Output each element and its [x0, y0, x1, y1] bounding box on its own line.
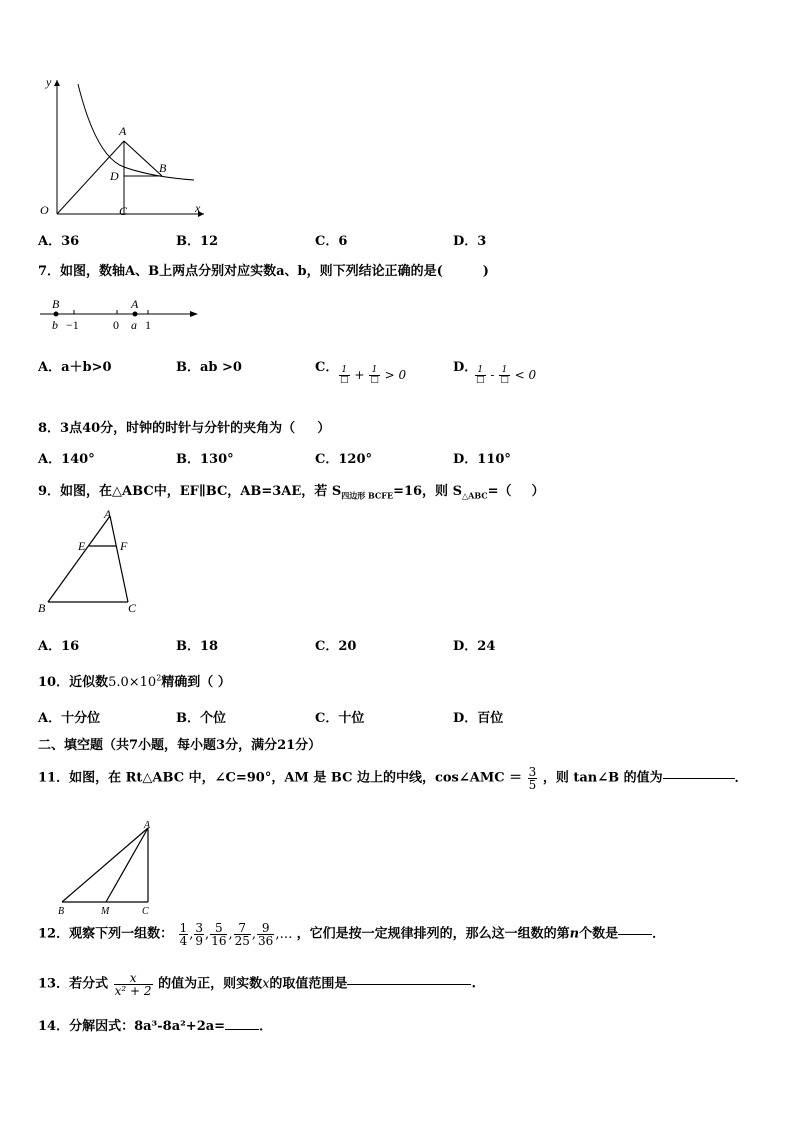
nl-point-b: B	[52, 297, 60, 311]
axis-y-label: y	[46, 75, 52, 89]
q9-option-b[interactable]: B．18	[176, 639, 219, 654]
q9-label-a: A	[104, 507, 112, 521]
q10-option-c[interactable]: C．十位	[315, 711, 365, 726]
q12-answer-blank[interactable]	[618, 934, 652, 935]
nl-label-b: b	[52, 318, 58, 332]
q7-option-b[interactable]: B．ab >0	[176, 360, 242, 375]
q13-stem: 13．若分式 $\frac{x}{\text{x² + 2}}$ 的值为正，则实数x的取值范围是 .	[38, 971, 476, 998]
q7-option-a[interactable]: A．a＋b>0	[38, 360, 112, 375]
q7-option-c-math: $\frac{1}{□}$ + $\frac{1}{□}$ > 0	[340, 365, 407, 385]
section-2-title: 二、填空题（共7小题，每小题3分，满分21分）	[38, 738, 322, 753]
q9-option-c[interactable]: C．20	[315, 639, 357, 654]
nl-label-one: 1	[145, 318, 151, 332]
q6-option-d[interactable]: D．3	[453, 234, 487, 249]
q7-number-line	[36, 296, 206, 332]
nl-label-neg1: −1	[66, 318, 79, 332]
q6-figure	[36, 72, 208, 222]
point-c-label: C	[119, 204, 128, 218]
q9-label-c: C	[128, 601, 137, 615]
nl-point-a: A	[131, 297, 139, 311]
q9-label-b: B	[38, 601, 46, 615]
q7-option-d-math: $\frac{1}{□}$ - $\frac{1}{□}$ < 0	[476, 365, 537, 385]
q12-stem: 12．观察下列一组数： $\frac{1}{4}$ , $\frac{3}{9}$ , $\frac{5}{16}$ , $\frac{7}{25}$ , $\frac{9}{36}$ ,… ，它们是按一定规律排列的，那么这一组数的第n个数是 ．	[38, 921, 666, 948]
point-a-label: A	[119, 124, 127, 138]
q10-stem: 10．近似数$5.0\times 10^2$精确到（ ）	[38, 673, 231, 690]
q10-option-d[interactable]: D．百位	[453, 711, 504, 726]
q7-option-d[interactable]: D．	[453, 360, 478, 375]
nl-label-a: a	[131, 318, 137, 332]
q8-option-b[interactable]: B．130°	[176, 452, 234, 467]
origin-label: O	[40, 203, 49, 217]
q10-option-b[interactable]: B．个位	[176, 711, 227, 726]
q11-stem: 11．如图，在 Rt△ABC 中，∠C=90°，AM 是 BC 边上的中线，cos∠AMC ＝ $\frac{3}{5}$ ，则 tan∠B 的值为 ．	[38, 765, 748, 792]
q6-option-c[interactable]: C．6	[315, 234, 348, 249]
q9-figure	[36, 506, 146, 618]
q8-option-a[interactable]: A．140°	[38, 452, 95, 467]
q10-option-a[interactable]: A．十分位	[38, 711, 101, 726]
nl-label-zero: 0	[113, 318, 119, 332]
q7-option-c[interactable]: C．	[315, 360, 339, 375]
q11-answer-blank[interactable]	[663, 778, 735, 779]
q11-label-a: A	[144, 820, 151, 831]
q6-option-b[interactable]: B．12	[176, 234, 219, 249]
point-d-label: D	[110, 169, 119, 183]
q9-label-e: E	[78, 539, 86, 553]
q9-stem: 9．如图，在△ABC中，EF∥BC，AB=3AE，若 $S_{四边形 BCFE}=16$，则 $S_{\triangle ABC}=$（ ）	[38, 484, 545, 501]
q9-option-d[interactable]: D．24	[453, 639, 496, 654]
q8-option-c[interactable]: C．120°	[315, 452, 372, 467]
q14-stem: 14．分解因式：8a³-8a²+2a= ．	[38, 1019, 273, 1034]
q11-label-m: M	[101, 906, 110, 917]
q9-label-f: F	[120, 539, 128, 553]
point-b-label: B	[159, 161, 167, 175]
q9-option-a[interactable]: A．16	[38, 639, 80, 654]
q12-sequence: $\frac{1}{4}$ , $\frac{3}{9}$ , $\frac{5}{16}$ , $\frac{7}{25}$ , $\frac{9}{36}$ ,…	[179, 921, 293, 948]
q6-option-a[interactable]: A．36	[38, 234, 80, 249]
q11-figure	[50, 818, 160, 918]
q11-label-b: B	[58, 906, 65, 917]
q8-stem: 8．3点40分，时钟的时针与分针的夹角为（ ）	[38, 421, 331, 436]
q13-answer-blank[interactable]	[347, 984, 471, 985]
q14-answer-blank[interactable]	[225, 1029, 259, 1030]
q7-stem: 7．如图，数轴A、B上两点分别对应实数a、b，则下列结论正确的是( )	[38, 264, 489, 279]
axis-x-label: x	[195, 201, 201, 215]
q11-label-c: C	[142, 906, 149, 917]
q8-option-d[interactable]: D．110°	[453, 452, 511, 467]
